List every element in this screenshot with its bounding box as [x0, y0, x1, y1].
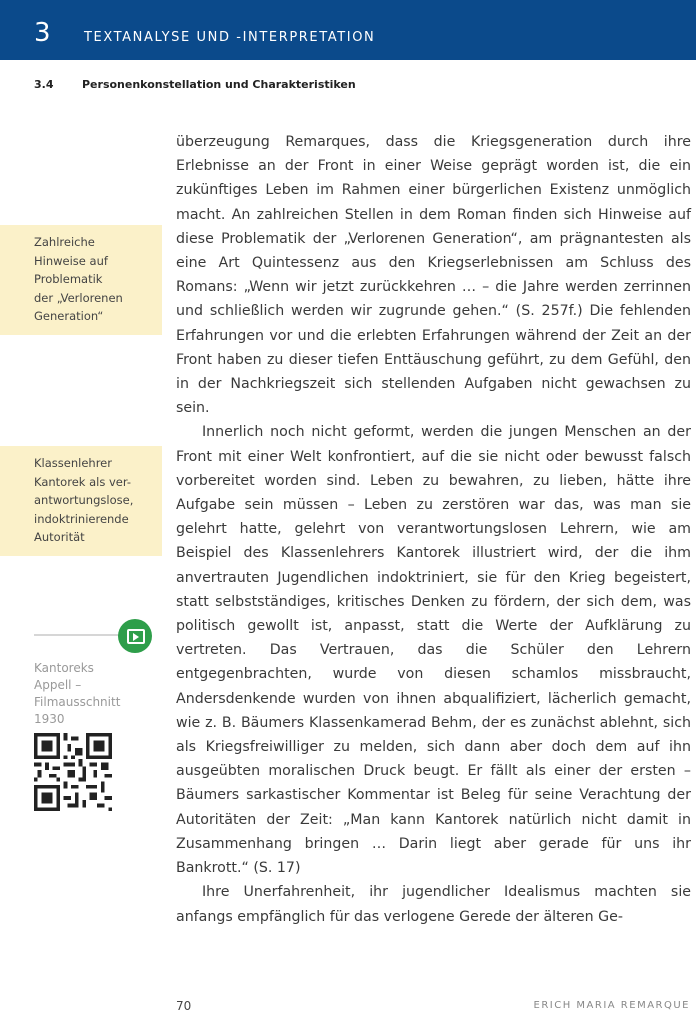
- caption-line: Kantoreks: [34, 661, 94, 675]
- footer-author: ERICH MARIA REMARQUE: [533, 1000, 690, 1011]
- margin-note-kantorek: [0, 446, 162, 556]
- note-line: der „Verlorenen: [34, 290, 123, 305]
- section-number: 3.4: [34, 78, 54, 91]
- note-line: Autorität: [34, 530, 85, 544]
- note-line: antwortungslose,: [34, 493, 134, 507]
- play-icon: [133, 633, 139, 641]
- paragraph-3: Ihre Unerfahrenheit, ihr jugendlicher Idealismus machten sie anfangs empfänglich für das verlogene Gerede der älteren Ge-: [176, 884, 691, 925]
- media-caption: [34, 660, 154, 728]
- video-icon[interactable]: [118, 619, 152, 653]
- paragraph-1: überzeugung Remarques, dass die Kriegsgeneration durch ihre Erlebnisse an der Front in einer Weise geprägt worden ist, die ein zukünftiges Leben im Rahmen einer bürgerlichen Existenz unmöglich macht. An zahlreichen Stellen in dem Roman finden sich Hinweise auf diese Problematik der „Verlorenen Generation“, am prägnantesten als eine Art Quintessenz aus den Kriegserlebnissen am Schluss des Romans: „Wenn wir jetzt zurückkehren … – die Jahre werden zerrinnen und schließlich werden wir zugrunde gehen.“ (S. 257f.) Die fehlenden Erfahrungen vor und die erlebten Erfahrungen während der Zeit an der Front haben zu dieser tiefen Enttäuschung geführt, zu dem Gefühl, den in der Nachkriegszeit sich stellenden Aufgaben nicht gewachsen zu sein.: [176, 134, 691, 417]
- note-line: Generation“: [34, 309, 104, 323]
- section-title: Personenkonstellation und Charakteristiken: [82, 78, 356, 91]
- note-line: Hinweise auf: [34, 253, 108, 268]
- main-body-text: [176, 130, 691, 929]
- caption-line: Filmausschnitt: [34, 695, 121, 709]
- caption-line: Appell –: [34, 678, 82, 692]
- chapter-header-bar: [0, 0, 696, 60]
- caption-line: 1930: [34, 712, 65, 726]
- note-line: Klassenlehrer: [34, 456, 112, 470]
- paragraph-2: Innerlich noch nicht geformt, werden die jungen Menschen an der Front mit einer Welt konfrontiert, auf die sie nicht oder bewusst falsch vorbereitet worden sind. Leben zu bewahren, zu lieben, hätte ihre Aufgabe sein müssen – Leben zu zerstören war das, was man sie gelehrt hatte, gelehrt von verantwortungslosen Lehrern, wie am Beispiel des Klassenlehrers Kantorek illustriert wird, der die ihm anvertrauten Jugendlichen indoktriniert, sie für den Krieg begeistert, statt selbstständiges, kritisches Denken zu fördern, der sich dem, was politisch gewollt ist, anpasst, statt die Werte der Aufklärung zu vertreten. Das Vertrauen, das die Schüler den Lehrern entgegenbrachten, wurde von diesen schamlos missbraucht, Andersdenkende wurden von ihnen abqualifiziert, lächerlich gemacht, wie z. B. Bäumers Klassenkamerad Behm, der es zunächst ablehnt, sich als Kriegsfreiwilliger zu melden, sich dann aber doch dem auf ihn ausgeübten moralischen Druck beugt. Er fällt als einer der ersten – Bäumers sarkastischer Kommentar ist Beleg für seine Verachtung der Autoritäten der Zeit: „Man kann Kantorek natürlich nicht damit in Zusammenhang bringen … Darin liegt aber gerade für uns ihr Bankrott.“ (S. 17): [176, 424, 691, 877]
- chapter-title: TEXTANALYSE UND -INTERPRETATION: [84, 30, 376, 45]
- note-line: indoktrinierende: [34, 511, 129, 526]
- note-line: Zahlreiche: [34, 235, 95, 249]
- page-number: 70: [176, 999, 192, 1013]
- qr-code[interactable]: [34, 733, 112, 811]
- chapter-number: 3: [34, 18, 51, 48]
- media-divider: [34, 634, 126, 636]
- margin-note-lost-generation: [0, 225, 162, 335]
- note-line: Problematik: [34, 272, 103, 286]
- note-line: Kantorek als ver-: [34, 474, 131, 489]
